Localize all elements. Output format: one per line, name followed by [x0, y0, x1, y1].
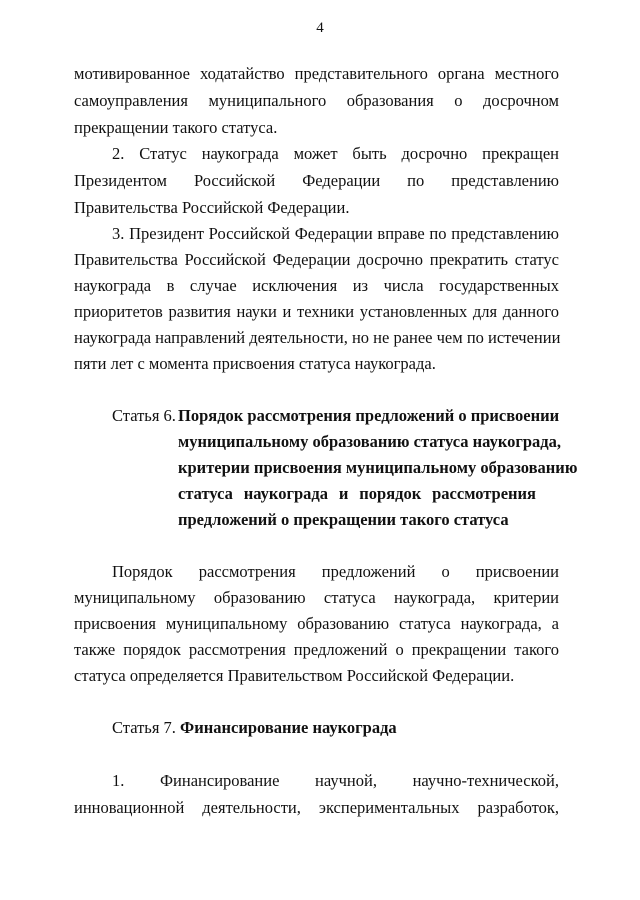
article-6-title-line: предложений о прекращении такого статуса — [178, 510, 509, 529]
page-number: 4 — [316, 20, 324, 36]
paragraph-line: наукограда в случае исключения из числа государственных — [74, 276, 559, 295]
paragraph-line: инновационной деятельности, экспериментальных разработок, — [74, 798, 559, 817]
paragraph-line: прекращении такого статуса. — [74, 118, 278, 137]
paragraph-line: приоритетов развития науки и техники установленных для данного — [74, 302, 559, 321]
paragraph-line: Президентом Российской Федерации по представлению — [74, 171, 559, 190]
paragraph-line: Порядок рассмотрения предложений о присвоении — [112, 562, 559, 581]
paragraph-line: присвоения муниципальному образованию статуса наукограда, а — [74, 614, 559, 633]
paragraph-line: 1. Финансирование научной, научно-технической, — [112, 771, 559, 790]
article-6-title-line: статуса наукограда и порядок рассмотрения — [178, 484, 536, 503]
paragraph-line: статуса определяется Правительством Российской Федерации. — [74, 666, 515, 685]
article-7-label: Статья 7. — [112, 718, 176, 737]
paragraph-line: 2. Статус наукограда может быть досрочно прекращен — [112, 144, 559, 163]
paragraph-line: мотивированное ходатайство представительного органа местного — [74, 64, 559, 83]
article-6-title-line: муниципальному образованию статуса наукограда, — [178, 432, 561, 451]
paragraph-line: муниципальному образованию статуса наукограда, критерии — [74, 588, 559, 607]
article-6-title-line: критерии присвоения муниципальному образованию — [178, 458, 578, 477]
paragraph-line: Правительства Российской Федерации. — [74, 198, 350, 217]
paragraph-line: самоуправления муниципального образования о досрочном — [74, 91, 559, 110]
paragraph-line: наукограда направлений деятельности, но не ранее чем по истечении — [74, 328, 561, 347]
paragraph-line: Правительства Российской Федерации досрочно прекратить статус — [74, 250, 559, 269]
article-6-title-line: Порядок рассмотрения предложений о присвоении — [178, 406, 560, 425]
article-7-heading — [112, 718, 397, 738]
article-7-title: Финансирование наукограда — [180, 718, 397, 737]
paragraph-line: 3. Президент Российской Федерации вправе по представлению — [112, 224, 559, 243]
paragraph-line: пяти лет с момента присвоения статуса наукограда. — [74, 354, 436, 373]
article-6-label: Статья 6. — [112, 406, 176, 425]
paragraph-line: также порядок рассмотрения предложений о прекращении такого — [74, 640, 559, 659]
